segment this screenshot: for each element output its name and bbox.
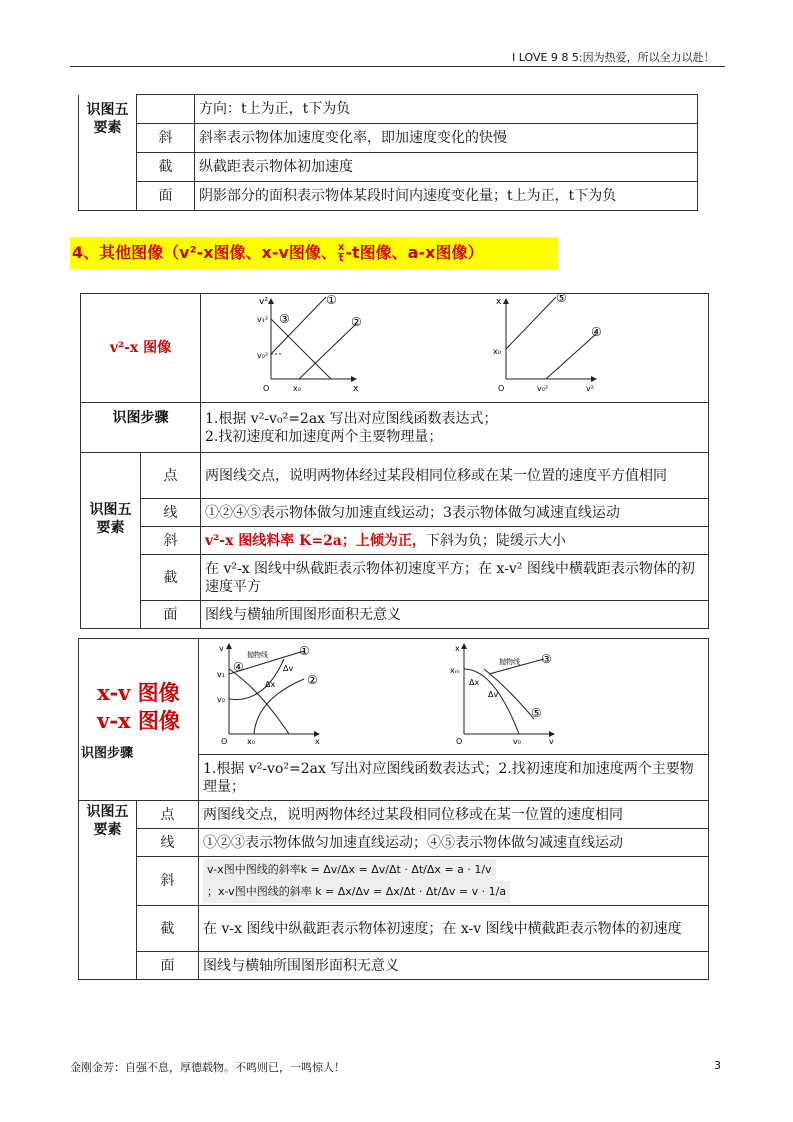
g2-origin: O bbox=[498, 384, 505, 393]
header-rule bbox=[70, 66, 725, 67]
heading-fraction: $\frac{x}{t}$ bbox=[337, 242, 345, 264]
g1-x0-label: x₀ bbox=[293, 384, 301, 393]
g3-x0-label: x₀ bbox=[247, 737, 255, 746]
v2x-step-2: 2.找初速度和加速度两个主要物理量； bbox=[205, 428, 443, 445]
g4-circle-5: ⑤ bbox=[531, 706, 542, 720]
g3-x-label: x bbox=[315, 737, 320, 746]
g3-circle-4: ④ bbox=[233, 660, 244, 674]
row-tag: 点 bbox=[137, 801, 199, 829]
heading-suffix: -t图像、a-x图像） bbox=[345, 243, 484, 262]
row-tag bbox=[137, 95, 195, 124]
g4-y-label: x bbox=[455, 644, 460, 653]
g3-dx-label: Δx bbox=[265, 680, 276, 689]
row-tag: 斜 bbox=[137, 124, 195, 153]
v2x-steps-label: 识图步骤 bbox=[81, 403, 201, 453]
g3-origin: O bbox=[221, 737, 228, 746]
g3-dv-label: Δv bbox=[283, 664, 294, 673]
g3-curve-2 bbox=[254, 679, 304, 734]
slope-red-text: v²-x 图线料率 K=2a；上倾为正， bbox=[205, 532, 426, 549]
row-tag: 线 bbox=[141, 499, 201, 527]
xv-table bbox=[78, 638, 709, 980]
row-tag: 截 bbox=[137, 153, 195, 182]
g1-x-label: x bbox=[353, 384, 359, 394]
g2-y-label: x bbox=[496, 297, 502, 307]
row-tag: 线 bbox=[137, 829, 199, 857]
g4-origin: O bbox=[456, 737, 463, 746]
g3-line-4 bbox=[229, 669, 289, 734]
g4-circle-3: ③ bbox=[541, 652, 552, 666]
row-text bbox=[201, 527, 709, 555]
xv-title-cell bbox=[79, 639, 199, 801]
row-tag: 斜 bbox=[137, 857, 199, 906]
group-label: 识图五要素 bbox=[79, 95, 137, 211]
xv-group-label: 识图五要素 bbox=[79, 801, 137, 980]
g2-circle-4: ④ bbox=[591, 325, 602, 339]
xv-title-2: v-x 图像 bbox=[97, 708, 180, 733]
page-footer: 金刚金芳：自强不息，厚德载物。不鸣则已，一鸣惊人！ bbox=[70, 1061, 345, 1074]
row-text bbox=[199, 857, 709, 906]
row-text: ①②③表示物体做匀加速直线运动；④⑤表示物体做匀减速直线运动 bbox=[199, 829, 709, 857]
row-text: 两图线交点，说明两物体经过某段相同位移或在某一位置的速度相同 bbox=[199, 801, 709, 829]
g3-circle-1: ① bbox=[299, 644, 310, 658]
g3-y-label: v bbox=[219, 644, 224, 653]
v2x-table bbox=[80, 293, 709, 629]
g2-x0-label: v₀² bbox=[537, 384, 549, 393]
row-text: 斜率表示物体加速度变化率，即加速度变化的快慢 bbox=[195, 124, 698, 153]
g1-circle-3: ③ bbox=[279, 312, 290, 326]
v2x-graphs-svg bbox=[201, 294, 707, 397]
v2x-step-1: 1.根据 v²-v₀²=2ax 写出对应图线函数表达式； bbox=[205, 410, 498, 427]
v2x-title: v²-x 图像 bbox=[81, 294, 201, 403]
row-tag: 截 bbox=[137, 906, 199, 952]
slope-formula-right: ；x-v图中图线的斜率 k = Δx/Δv = Δx/Δt · Δt/Δv = v · 1/a bbox=[203, 881, 510, 903]
g1-y1-label: v₁² bbox=[257, 315, 269, 324]
row-text: 两图线交点，说明两物体经过某段相同位移或在某一位置的速度平方值相同 bbox=[201, 453, 709, 499]
g3-y0-label: v₀ bbox=[217, 695, 225, 704]
row-text: ①②④⑤表示物体做匀加速直线运动；3表示物体做匀减速直线运动 bbox=[201, 499, 709, 527]
row-text: 在 v²-x 图线中纵截距表示物体初速度平方；在 x-v² 图线中横载距表示物体的初速度平方 bbox=[201, 555, 709, 601]
row-text: 图线与横轴所围图形面积无意义 bbox=[199, 952, 709, 980]
v2x-steps bbox=[201, 403, 709, 453]
g3-circle-2: ② bbox=[307, 673, 318, 687]
g1-line-2 bbox=[299, 324, 356, 379]
xv-steps: 1.根据 v²-vo²=2ax 写出对应图线函数表达式；2.找初速度和加速度两个主要物理量； bbox=[199, 755, 709, 801]
xv-title-1: x-v 图像 bbox=[97, 680, 180, 705]
g1-y-label: v² bbox=[259, 297, 268, 307]
section-heading bbox=[70, 237, 558, 269]
v2x-graphs bbox=[201, 294, 709, 403]
row-text: 阴影部分的面积表示物体某段时间内速度变化量；t上为正，t下为负 bbox=[195, 182, 698, 211]
row-tag: 面 bbox=[141, 601, 201, 629]
xv-steps-label: 识图步骤 bbox=[81, 746, 134, 761]
page-number: 3 bbox=[714, 1059, 721, 1072]
row-tag: 点 bbox=[141, 453, 201, 499]
g1-line-3 bbox=[271, 319, 331, 379]
row-tag: 面 bbox=[137, 182, 195, 211]
g2-circle-5: ⑤ bbox=[556, 294, 567, 305]
g2-x-label: v² bbox=[586, 384, 594, 393]
row-text: 方向：t上为正，t下为负 bbox=[195, 95, 698, 124]
g3-y1-label: v₁ bbox=[217, 670, 225, 679]
g1-circle-2: ② bbox=[351, 315, 362, 329]
heading-prefix: 4、其他图像（ bbox=[72, 243, 180, 262]
v2x-group-label: 识图五要素 bbox=[81, 453, 141, 629]
xv-graphs-svg bbox=[199, 639, 707, 749]
slope-formula-left: v-x图中图线的斜率k = Δv/Δx = Δv/Δt · Δt/Δx = a · 1/v bbox=[203, 859, 496, 881]
top-five-elements-table bbox=[78, 94, 698, 211]
g1-origin: O bbox=[263, 384, 270, 393]
row-text: 纵截距表示物体初加速度 bbox=[195, 153, 698, 182]
row-tag: 斜 bbox=[141, 527, 201, 555]
g3-parabola-label: 抛物线 bbox=[247, 651, 268, 659]
g4-parabola-label: 抛物线 bbox=[499, 658, 520, 666]
g4-x0-label: v₀ bbox=[513, 737, 521, 746]
heading-v2x: v²-x图像、x-v图像、 bbox=[179, 243, 337, 262]
row-text: 图线与横轴所围图形面积无意义 bbox=[201, 601, 709, 629]
g4-ym-label: xₘ bbox=[450, 666, 460, 675]
row-text: 在 v-x 图线中纵截距表示物体初速度；在 x-v 图线中横截距表示物体的初速度 bbox=[199, 906, 709, 952]
g1-y0-label: v₀² bbox=[257, 351, 269, 360]
g1-circle-1: ① bbox=[326, 294, 337, 307]
g4-x-label: v bbox=[549, 737, 554, 746]
slope-text: 下斜为负；陡缓示大小 bbox=[425, 532, 566, 549]
row-tag: 面 bbox=[137, 952, 199, 980]
row-tag: 截 bbox=[141, 555, 201, 601]
g2-line-4 bbox=[546, 334, 596, 379]
g2-y0-label: x₀ bbox=[493, 347, 501, 356]
xv-graphs bbox=[199, 639, 709, 755]
page-header: I LOVE 9 8 5:因为热爱，所以全力以赴！ bbox=[512, 51, 715, 64]
g4-dv-label: Δv bbox=[488, 690, 499, 699]
g4-dx-label: Δx bbox=[469, 678, 480, 687]
g2-line-5 bbox=[506, 297, 556, 349]
